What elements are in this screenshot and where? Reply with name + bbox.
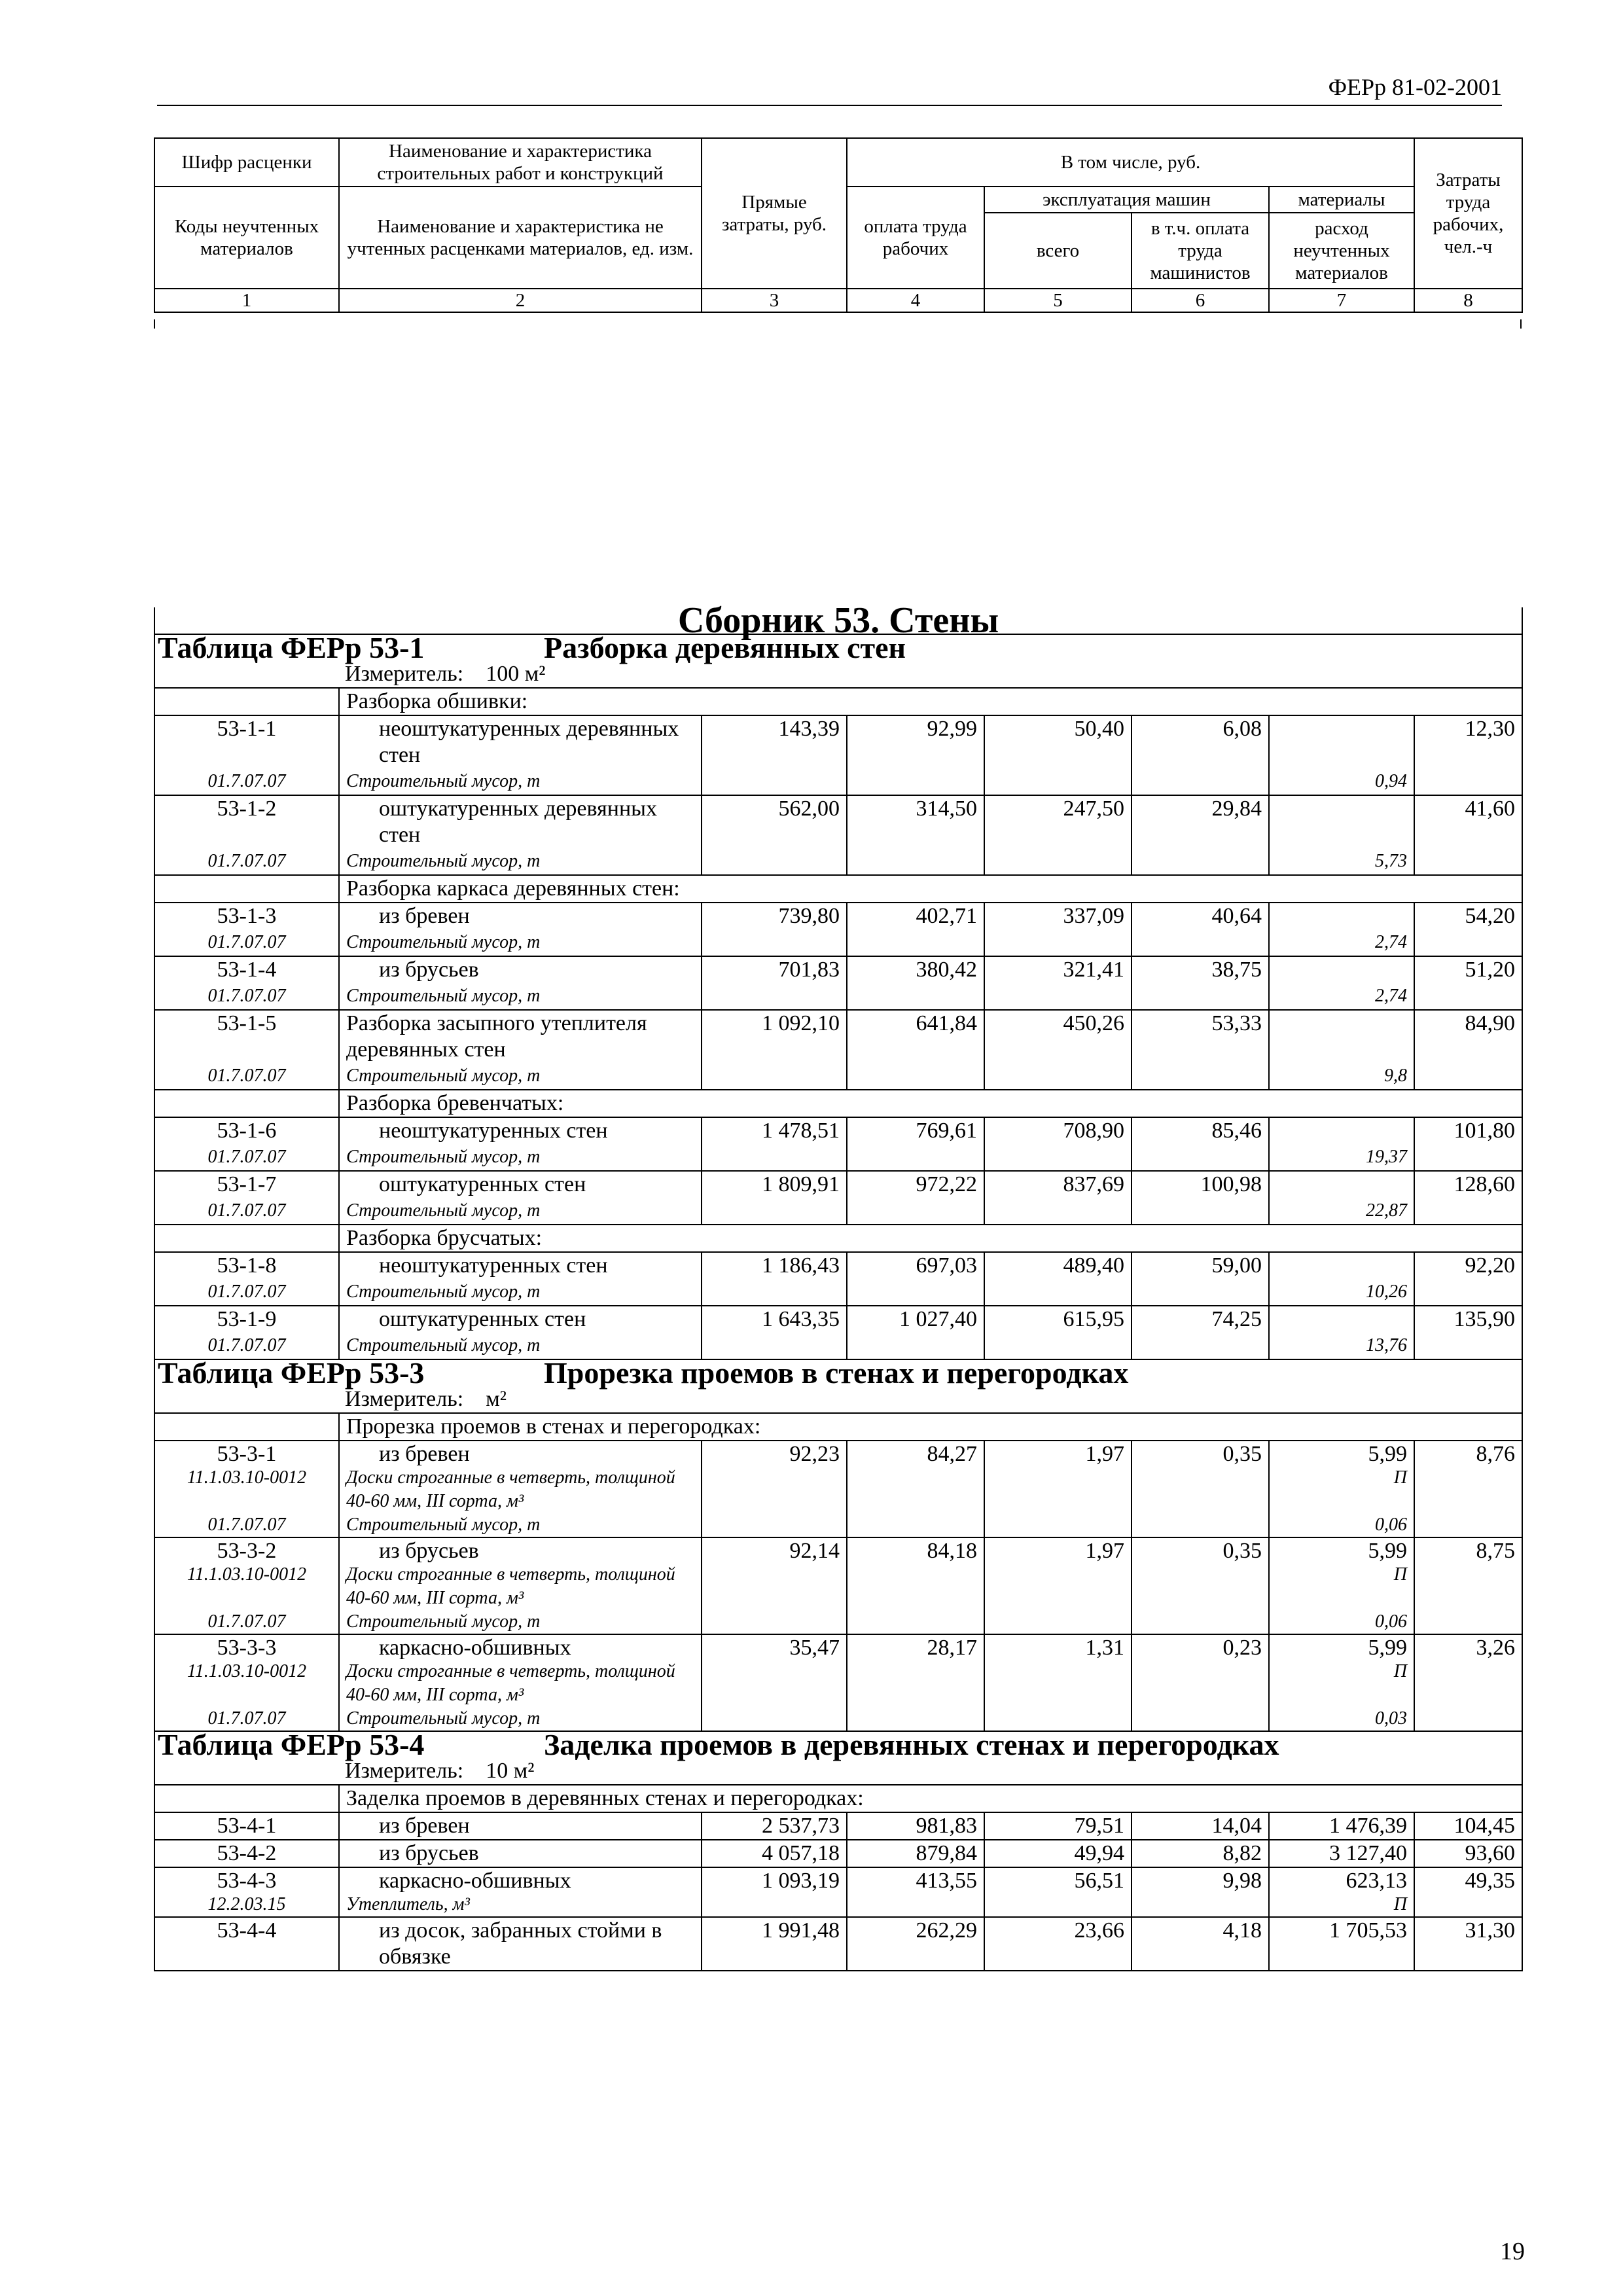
table-cell: 59,00 xyxy=(1132,1252,1269,1306)
section-title xyxy=(154,1356,1522,1390)
table-cell: 402,71 xyxy=(847,903,984,956)
table-cell: 4,18 xyxy=(1132,1917,1269,1971)
table-cell: 5,99 xyxy=(1368,1442,1407,1466)
measure-unit: Измеритель: 100 м² xyxy=(154,661,1522,688)
column-stub xyxy=(154,319,155,329)
section-name: Заделка проемов в деревянных стенах и перегородках xyxy=(544,1728,1279,1761)
table-cell: 247,50 xyxy=(984,795,1132,875)
table-row xyxy=(154,1537,1522,1634)
column-stub xyxy=(1520,319,1522,329)
table-cell: 562,00 xyxy=(702,795,847,875)
table-cell: 0,06 xyxy=(1375,1515,1407,1535)
table-cell: 0,35 xyxy=(1132,1441,1269,1537)
table-cell: Строительный мусор, т xyxy=(339,1333,702,1359)
table-cell: 708,90 xyxy=(984,1117,1132,1171)
table-cell: 40,64 xyxy=(1132,903,1269,956)
col-number-5: 5 xyxy=(984,289,1132,312)
table-cell: Доски строганные в четверть, толщиной 40-60 мм, III сорта, м³ xyxy=(346,1661,675,1705)
section-code: Таблица ФЕРр 53-3 xyxy=(158,1356,425,1390)
table-cell: Строительный мусор, т xyxy=(346,1515,541,1535)
table-cell: 1 478,51 xyxy=(702,1117,847,1171)
table-row xyxy=(154,1840,1522,1867)
table-cell: 31,30 xyxy=(1414,1917,1522,1971)
table-cell: 01.7.07.07 xyxy=(154,848,339,875)
table-cell: 380,42 xyxy=(847,956,984,1010)
table-cell: из бревен xyxy=(339,1812,702,1840)
table-cell: 49,94 xyxy=(984,1840,1132,1867)
table-cell: 53-1-5 xyxy=(154,1010,339,1063)
table-cell: 53-1-7 xyxy=(154,1171,339,1198)
header-unaccounted-materials: расход неучтенных материалов xyxy=(1269,213,1414,289)
header-machines-total: всего xyxy=(984,213,1132,289)
table-cell: 10,26 xyxy=(1269,1252,1414,1306)
group-label: Разборка бревенчатых: xyxy=(339,1090,1522,1117)
table-cell: 84,90 xyxy=(1414,1010,1522,1090)
table-cell: Строительный мусор, т xyxy=(346,1708,541,1729)
table-cell: 53-4-3 xyxy=(217,1869,277,1893)
table-cell: неоштукатуренных деревянных стен xyxy=(339,715,702,768)
table-cell: из досок, забранных стойми в обвязке xyxy=(339,1917,702,1971)
section-name: Разборка деревянных стен xyxy=(544,631,906,664)
group-label: Разборка каркаса деревянных стен: xyxy=(339,875,1522,903)
table-cell: 01.7.07.07 xyxy=(154,1198,339,1225)
col-number-3: 3 xyxy=(702,289,847,312)
table-cell: 53-3-2 xyxy=(217,1539,277,1563)
table-cell: 623,13 xyxy=(1346,1869,1407,1893)
table-cell: 1 991,48 xyxy=(702,1917,847,1971)
section-code: Таблица ФЕРр 53-1 xyxy=(158,631,425,664)
table-cell: 01.7.07.07 xyxy=(154,1063,339,1090)
table-cell: 314,50 xyxy=(847,795,984,875)
table-cell: 92,99 xyxy=(847,715,984,795)
table-cell: 53,33 xyxy=(1132,1010,1269,1090)
table-cell: 14,04 xyxy=(1132,1812,1269,1840)
table-cell: 262,29 xyxy=(847,1917,984,1971)
table-row xyxy=(154,1306,1522,1333)
table-cell: 53-1-3 xyxy=(154,903,339,929)
table-cell: Строительный мусор, т xyxy=(339,1144,702,1171)
table-cell: 1 092,10 xyxy=(702,1010,847,1090)
table-cell: П xyxy=(1393,1467,1407,1488)
table-cell: Доски строганные в четверть, толщиной 40-60 мм, III сорта, м³ xyxy=(346,1467,675,1511)
table-cell: 49,35 xyxy=(1414,1867,1522,1917)
col-number-2: 2 xyxy=(339,289,702,312)
table-cell: 128,60 xyxy=(1414,1171,1522,1225)
section-title xyxy=(154,631,1522,664)
table-cell: из брусьев xyxy=(339,956,702,983)
table-cell: 1,97 xyxy=(984,1537,1132,1634)
table-cell: 0,06 xyxy=(1375,1611,1407,1632)
table-cell: 1,31 xyxy=(984,1634,1132,1731)
group-label: Разборка обшивки: xyxy=(339,688,1522,715)
table-cell: Строительный мусор, т xyxy=(339,1279,702,1306)
col-number-7: 7 xyxy=(1269,289,1414,312)
table-cell: 11.1.03.10-0012 xyxy=(187,1467,307,1488)
table-cell: 1 809,91 xyxy=(702,1171,847,1225)
table-cell: 79,51 xyxy=(984,1812,1132,1840)
header-machines: эксплуатация машин xyxy=(984,187,1269,213)
table-cell: 697,03 xyxy=(847,1252,984,1306)
table-cell: 4 057,18 xyxy=(702,1840,847,1867)
column-header-table xyxy=(154,137,1523,313)
table-cell: Доски строганные в четверть, толщиной 40-60 мм, III сорта, м³ xyxy=(346,1564,675,1608)
table-cell: 981,83 xyxy=(847,1812,984,1840)
measure-unit: Измеритель: 10 м² xyxy=(154,1758,1522,1785)
table-row xyxy=(154,1812,1522,1840)
table-cell: 104,45 xyxy=(1414,1812,1522,1840)
table-cell: 84,27 xyxy=(847,1441,984,1537)
table-cell: 3,26 xyxy=(1414,1634,1522,1731)
table-cell: П xyxy=(1393,1564,1407,1585)
table-cell: 53-4-4 xyxy=(154,1917,339,1971)
section-code: Таблица ФЕРр 53-4 xyxy=(158,1728,425,1761)
table-cell: 01.7.07.07 xyxy=(154,768,339,795)
header-material-codes: Коды неучтенных материалов xyxy=(154,187,339,289)
table-cell: 28,17 xyxy=(847,1634,984,1731)
table-cell: 0,03 xyxy=(1375,1708,1407,1729)
table-cell: 9,8 xyxy=(1269,1010,1414,1090)
table-row xyxy=(154,1117,1522,1144)
table-cell: 11.1.03.10-0012 xyxy=(187,1564,307,1585)
table-row xyxy=(154,903,1522,929)
table-cell: 337,09 xyxy=(984,903,1132,956)
header-including: В том числе, руб. xyxy=(847,138,1414,187)
table-cell: 56,51 xyxy=(984,1867,1132,1917)
table-cell: 8,76 xyxy=(1414,1441,1522,1537)
table-cell: Строительный мусор, т xyxy=(339,1063,702,1090)
table-cell: 41,60 xyxy=(1414,795,1522,875)
table-cell: оштукатуренных стен xyxy=(339,1171,702,1198)
table-cell: 53-4-2 xyxy=(154,1840,339,1867)
table-cell: 5,99 xyxy=(1368,1636,1407,1660)
table-cell: Строительный мусор, т xyxy=(339,929,702,956)
table-cell: 972,22 xyxy=(847,1171,984,1225)
table-cell: 5,73 xyxy=(1269,795,1414,875)
table-cell: 53-1-9 xyxy=(154,1306,339,1333)
table-cell: 413,55 xyxy=(847,1867,984,1917)
table-cell: 01.7.07.07 xyxy=(154,1333,339,1359)
table-cell: оштукатуренных стен xyxy=(339,1306,702,1333)
table-cell: П xyxy=(1393,1894,1407,1914)
table-cell: 01.7.07.07 xyxy=(207,1515,286,1535)
table-cell: 8,75 xyxy=(1414,1537,1522,1634)
header-labor-pay: оплата труда рабочих xyxy=(847,187,984,289)
table-cell: 53-1-6 xyxy=(154,1117,339,1144)
table-cell: 23,66 xyxy=(984,1917,1132,1971)
table-cell: 100,98 xyxy=(1132,1171,1269,1225)
table-cell: 450,26 xyxy=(984,1010,1132,1090)
table-cell: 101,80 xyxy=(1414,1117,1522,1171)
table-row xyxy=(154,1171,1522,1198)
table-cell: 701,83 xyxy=(702,956,847,1010)
header-material-names: Наименование и характеристика не учтенных расценками материалов, ед. изм. xyxy=(339,187,702,289)
table-cell: из брусьев xyxy=(339,1840,702,1867)
table-cell: 0,23 xyxy=(1132,1634,1269,1731)
table-row xyxy=(154,715,1522,768)
table-cell: 6,08 xyxy=(1132,715,1269,795)
table-cell: 5,99 xyxy=(1368,1539,1407,1563)
header-rule xyxy=(157,105,1502,106)
table-cell: 1 027,40 xyxy=(847,1306,984,1359)
table-cell: 01.7.07.07 xyxy=(154,983,339,1010)
table-cell: 50,40 xyxy=(984,715,1132,795)
table-cell: неоштукатуренных стен xyxy=(339,1117,702,1144)
table-cell: 22,87 xyxy=(1269,1171,1414,1225)
table-cell: 01.7.07.07 xyxy=(154,1144,339,1171)
table-cell: из бревен xyxy=(339,903,702,929)
table-cell: 93,60 xyxy=(1414,1840,1522,1867)
table-cell: 51,20 xyxy=(1414,956,1522,1010)
table-cell: 1,97 xyxy=(984,1441,1132,1537)
table-cell: Строительный мусор, т xyxy=(346,1611,541,1632)
table-cell: 92,14 xyxy=(702,1537,847,1634)
table-cell: 3 127,40 xyxy=(1269,1840,1414,1867)
table-cell: каркасно-обшивных xyxy=(379,1869,571,1893)
table-cell: 1 186,43 xyxy=(702,1252,847,1306)
header-labor-hours: Затраты труда рабочих, чел.-ч xyxy=(1414,138,1522,289)
table-cell: 54,20 xyxy=(1414,903,1522,956)
table-cell: Утеплитель, м³ xyxy=(346,1894,470,1914)
table-row xyxy=(154,1010,1522,1063)
rates-table xyxy=(154,600,1523,1971)
table-cell: 01.7.07.07 xyxy=(207,1611,286,1632)
collection-title: Сборник 53. Стены xyxy=(154,607,1522,634)
table-cell: 0,94 xyxy=(1269,715,1414,795)
table-cell: Строительный мусор, т xyxy=(339,983,702,1010)
table-cell: 53-3-1 xyxy=(217,1442,277,1466)
table-cell: 74,25 xyxy=(1132,1306,1269,1359)
table-cell: 9,98 xyxy=(1132,1867,1269,1917)
table-cell: 01.7.07.07 xyxy=(207,1708,286,1729)
table-cell: каркасно-обшивных xyxy=(379,1636,571,1660)
table-cell: Разборка засыпного утеплителя деревянных стен xyxy=(339,1010,702,1063)
header-work-name: Наименование и характеристика строительных работ и конструкций xyxy=(339,138,702,187)
col-number-4: 4 xyxy=(847,289,984,312)
table-cell: 84,18 xyxy=(847,1537,984,1634)
table-cell: 13,76 xyxy=(1269,1306,1414,1359)
table-cell: 85,46 xyxy=(1132,1117,1269,1171)
group-label: Разборка брусчатых: xyxy=(339,1225,1522,1252)
table-cell: Строительный мусор, т xyxy=(339,848,702,875)
table-row xyxy=(154,1252,1522,1279)
table-cell: 35,47 xyxy=(702,1634,847,1731)
table-cell: 0,35 xyxy=(1132,1537,1269,1634)
table-cell: 01.7.07.07 xyxy=(154,929,339,956)
section-name: Прорезка проемов в стенах и перегородках xyxy=(544,1356,1129,1390)
table-cell: 739,80 xyxy=(702,903,847,956)
table-cell: 135,90 xyxy=(1414,1306,1522,1359)
table-cell: 1 093,19 xyxy=(702,1867,847,1917)
table-row xyxy=(154,956,1522,983)
document-code: ФЕРр 81-02-2001 xyxy=(1328,74,1502,100)
table-cell: 53-3-3 xyxy=(217,1636,277,1660)
table-cell: 1 643,35 xyxy=(702,1306,847,1359)
table-cell: 837,69 xyxy=(984,1171,1132,1225)
table-cell: 2,74 xyxy=(1269,956,1414,1010)
table-cell: 53-1-2 xyxy=(154,795,339,848)
group-label: Заделка проемов в деревянных стенах и перегородках: xyxy=(339,1785,1522,1812)
table-cell: П xyxy=(1393,1661,1407,1681)
table-cell: оштукатуренных деревянных стен xyxy=(339,795,702,848)
table-cell: 12.2.03.15 xyxy=(207,1894,286,1914)
table-cell: 1 705,53 xyxy=(1269,1917,1414,1971)
section-title xyxy=(154,1728,1522,1761)
table-cell: 1 476,39 xyxy=(1269,1812,1414,1840)
table-cell: 53-4-1 xyxy=(154,1812,339,1840)
table-cell: 38,75 xyxy=(1132,956,1269,1010)
table-cell: 615,95 xyxy=(984,1306,1132,1359)
table-cell: 53-1-1 xyxy=(154,715,339,768)
group-label: Прорезка проемов в стенах и перегородках: xyxy=(339,1413,1522,1441)
table-cell: 321,41 xyxy=(984,956,1132,1010)
table-cell: Строительный мусор, т xyxy=(339,768,702,795)
table-row xyxy=(154,1917,1522,1971)
table-cell: 769,61 xyxy=(847,1117,984,1171)
header-materials: материалы xyxy=(1269,187,1414,213)
table-cell: 92,20 xyxy=(1414,1252,1522,1306)
table-row xyxy=(154,795,1522,848)
col-number-6: 6 xyxy=(1132,289,1269,312)
table-cell: 641,84 xyxy=(847,1010,984,1090)
table-cell: 12,30 xyxy=(1414,715,1522,795)
table-cell: 01.7.07.07 xyxy=(154,1279,339,1306)
col-number-1: 1 xyxy=(154,289,339,312)
table-cell: Строительный мусор, т xyxy=(339,1198,702,1225)
table-cell: 879,84 xyxy=(847,1840,984,1867)
table-cell: 489,40 xyxy=(984,1252,1132,1306)
table-cell: из брусьев xyxy=(379,1539,479,1563)
table-cell: из бревен xyxy=(379,1442,470,1466)
table-row xyxy=(154,1867,1522,1917)
page-number: 19 xyxy=(1500,2238,1525,2265)
col-number-8: 8 xyxy=(1414,289,1522,312)
table-cell: 53-1-4 xyxy=(154,956,339,983)
table-cell: 53-1-8 xyxy=(154,1252,339,1279)
table-cell: 2,74 xyxy=(1269,903,1414,956)
table-row xyxy=(154,1634,1522,1731)
table-cell: 2 537,73 xyxy=(702,1812,847,1840)
header-rate-code: Шифр расценки xyxy=(154,138,339,187)
measure-unit: Измеритель: м² xyxy=(154,1386,1522,1413)
table-cell: 11.1.03.10-0012 xyxy=(187,1661,307,1681)
header-machinist-pay: в т.ч. оплата труда машинистов xyxy=(1132,213,1269,289)
table-cell: 8,82 xyxy=(1132,1840,1269,1867)
table-cell: 143,39 xyxy=(702,715,847,795)
table-cell: 29,84 xyxy=(1132,795,1269,875)
table-cell: 19,37 xyxy=(1269,1117,1414,1171)
table-row xyxy=(154,1441,1522,1537)
header-direct-costs: Прямые затраты, руб. xyxy=(702,138,847,289)
table-cell: 92,23 xyxy=(702,1441,847,1537)
table-cell: неоштукатуренных стен xyxy=(339,1252,702,1279)
